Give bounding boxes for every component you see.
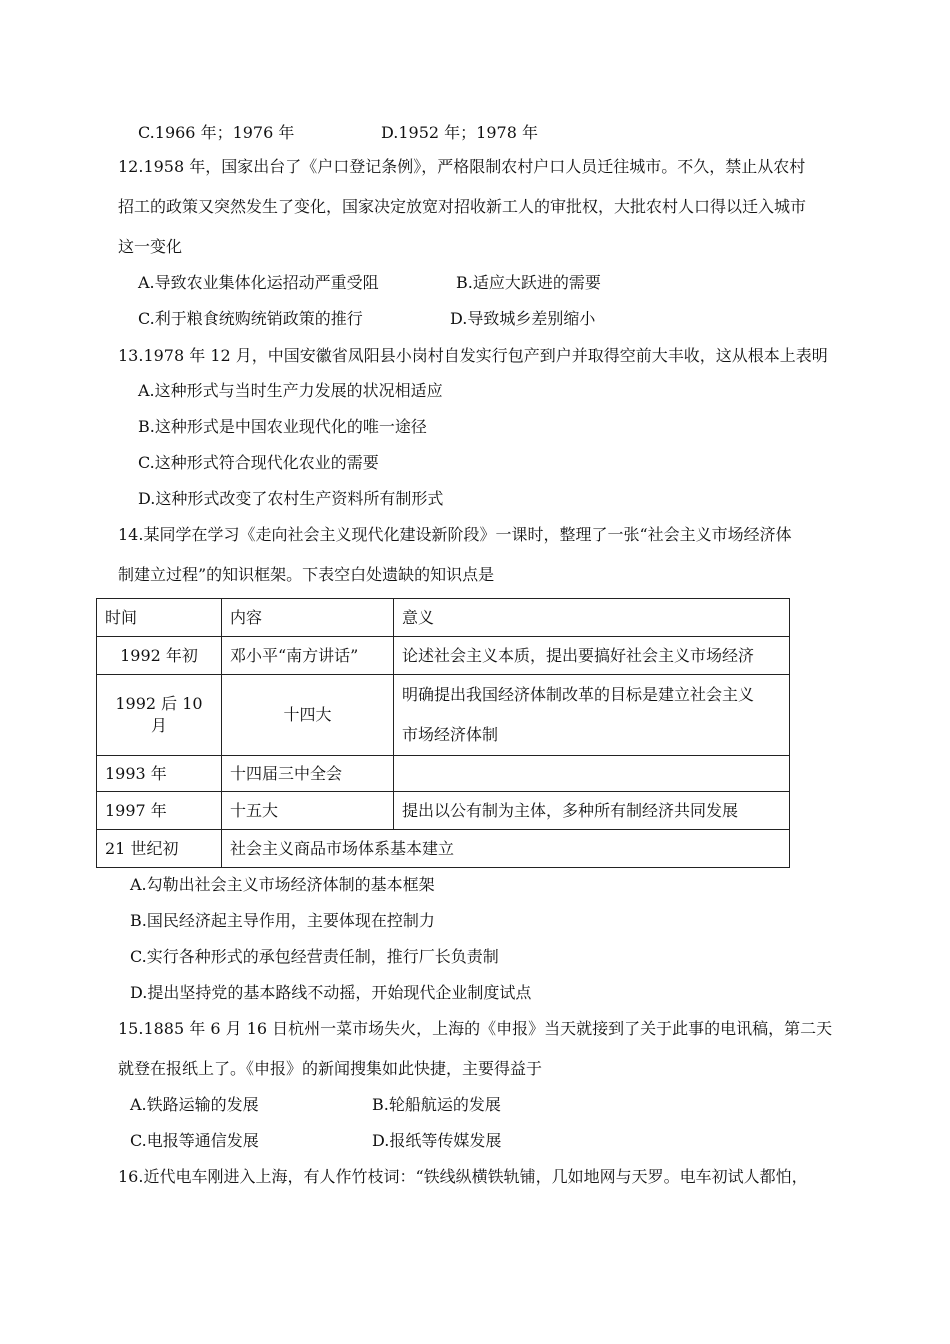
q15-option-a: A.铁路运输的发展 [130,1095,259,1114]
table-row [97,675,790,756]
q15-option-c: C.电报等通信发展 [130,1131,259,1150]
table-row [97,830,790,868]
table-cell: 十四届三中全会 [222,756,394,792]
q16-stem-line-1: 16.近代电车刚进入上海，有人作竹枝词：“铁线纵横铁轨铺，几如地网与天罗。电车初试人都怕， [118,1167,808,1186]
table-header-cell: 意义 [394,599,790,637]
table-cell: 社会主义商品市场体系基本建立 [222,830,790,868]
table-cell: 论述社会主义本质，提出要搞好社会主义市场经济 [394,637,790,675]
q15-stem-line-2: 就登在报纸上了。《申报》的新闻搜集如此快捷，主要得益于 [118,1059,543,1078]
table-cell-line: 市场经济体制 [402,725,499,744]
q14-option-c: C.实行各种形式的承包经营责任制，推行厂长负责制 [130,947,499,966]
table-cell: 1992 后 10 月 [97,675,222,756]
q12-stem-line-1: 12.1958 年，国家出台了《户口登记条例》，严格限制农村户口人员迁往城市。不久，禁止从农村 [118,157,806,176]
q15-stem-line-1: 15.1885 年 6 月 16 日杭州一菜市场失火，上海的《申报》当天就接到了关于此事的电讯稿，第二天 [118,1019,833,1038]
q11-option-d: D.1952 年；1978 年 [381,123,538,142]
table-cell: 1992 年初 [97,637,222,675]
q14-option-a: A.勾勒出社会主义市场经济体制的基本框架 [130,875,435,894]
q14-option-b: B.国民经济起主导作用，主要体现在控制力 [130,911,435,930]
table-cell: 21 世纪初 [97,830,222,868]
knowledge-framework-table [96,598,790,868]
q15-option-b: B.轮船航运的发展 [372,1095,501,1114]
q14-stem-line-2: 制建立过程”的知识框架。下表空白处遗缺的知识点是 [118,565,495,584]
q14-stem-line-1: 14.某同学在学习《走向社会主义现代化建设新阶段》一课时，整理了一张“社会主义市场经济体 [118,525,792,544]
q13-option-d: D.这种形式改变了农村生产资料所有制形式 [138,489,444,508]
q12-option-a: A.导致农业集体化运招动严重受阻 [138,273,379,292]
table-row [97,756,790,792]
table-cell: 提出以公有制为主体，多种所有制经济共同发展 [394,792,790,830]
table-cell: 1993 年 [97,756,222,792]
table-cell-line: 明确提出我国经济体制改革的目标是建立社会主义 [402,685,755,704]
q13-stem: 13.1978 年 12 月，中国安徽省凤阳县小岗村自发实行包产到户并取得空前大丰收，这从根本上表明 [118,346,828,365]
table-cell: 邓小平“南方讲话” [222,637,394,675]
table-cell: 十四大 [222,675,394,756]
q11-option-c: C.1966 年；1976 年 [138,123,295,142]
table-cell [394,675,790,756]
q13-option-b: B.这种形式是中国农业现代化的唯一途径 [138,417,427,436]
table-header-cell: 时间 [97,599,222,637]
table-cell: 十五大 [222,792,394,830]
q12-stem-line-2: 招工的政策又突然发生了变化，国家决定放宽对招收新工人的审批权，大批农村人口得以迁入城市 [118,197,807,216]
q15-option-d: D.报纸等传媒发展 [372,1131,502,1150]
table-row [97,637,790,675]
table-blank-cell [394,756,790,792]
q12-option-d: D.导致城乡差别缩小 [450,309,596,328]
table-cell: 1997 年 [97,792,222,830]
q12-option-b: B.适应大跃进的需要 [456,273,601,292]
q13-option-c: C.这种形式符合现代化农业的需要 [138,453,379,472]
table-row [97,792,790,830]
table-header-cell: 内容 [222,599,394,637]
table-header-row [97,599,790,637]
q14-option-d: D.提出坚持党的基本路线不动摇，开始现代企业制度试点 [130,983,532,1002]
q12-stem-line-3: 这一变化 [118,237,183,256]
q13-option-a: A.这种形式与当时生产力发展的状况相适应 [138,381,443,400]
q12-option-c: C.利于粮食统购统销政策的推行 [138,309,363,328]
